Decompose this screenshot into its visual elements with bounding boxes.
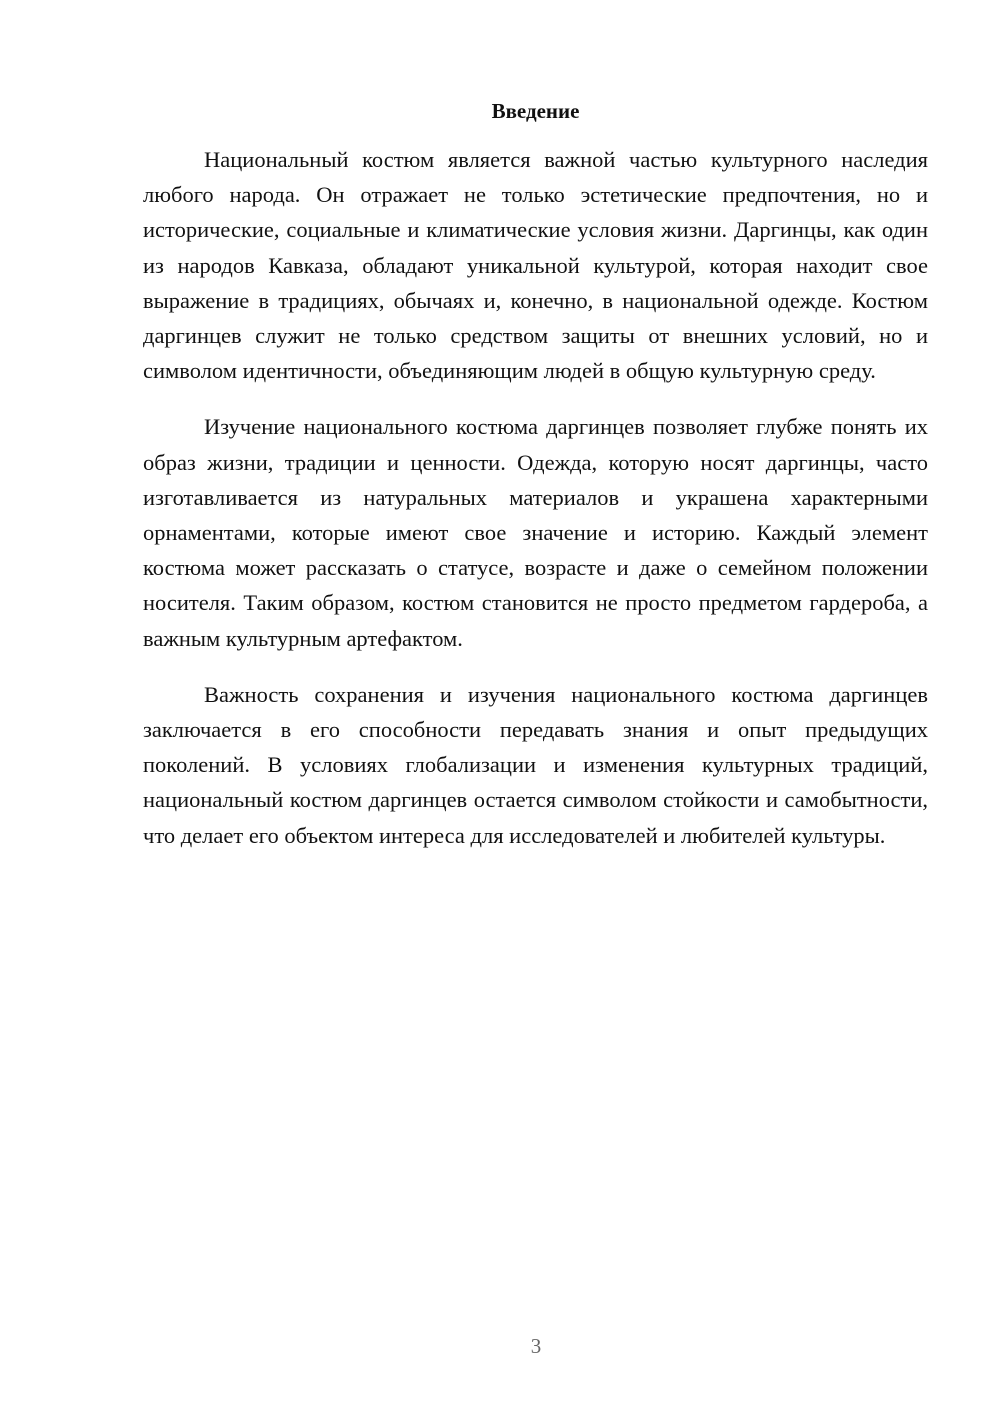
paragraph-2: Изучение национального костюма даргинцев позволяет глубже понять их образ жизни, традиции и ценности. Одежда, которую носят даргинцы, часто изготавливается из натуральных материалов и украшена характерными орнаментами, которые имеют свое значение и историю. Каждый элемент костюма может рассказать о статусе, возрасте и даже о семейном положении носителя. Таким образом, костюм становится не просто предметом гардероба, а важным культурным артефактом. — [143, 414, 928, 651]
page-number: 3 — [530, 1334, 542, 1358]
page-body — [143, 96, 928, 874]
paragraph-1: Национальный костюм является важной частью культурного наследия любого народа. Он отражает не только эстетические предпочтения, но и исторические, социальные и климатические условия жизни. Даргинцы, как один из народов Кавказа, обладают уникальной культурой, которая находит свое выражение в традициях, обычаях и, конечно, в национальной одежде. Костюм даргинцев служит не только средством защиты от внешних условий, но и символом идентичности, объединяющим людей в общую культурную среду. — [143, 147, 928, 384]
section-heading: Введение — [491, 99, 580, 123]
paragraph-3: Важность сохранения и изучения национального костюма даргинцев заключается в его способности передавать знания и опыт предыдущих поколений. В условиях глобализации и изменения культурных традиций, национальный костюм даргинцев остается символом стойкости и самобытности, что делает его объектом интереса для исследователей и любителей культуры. — [143, 681, 928, 848]
